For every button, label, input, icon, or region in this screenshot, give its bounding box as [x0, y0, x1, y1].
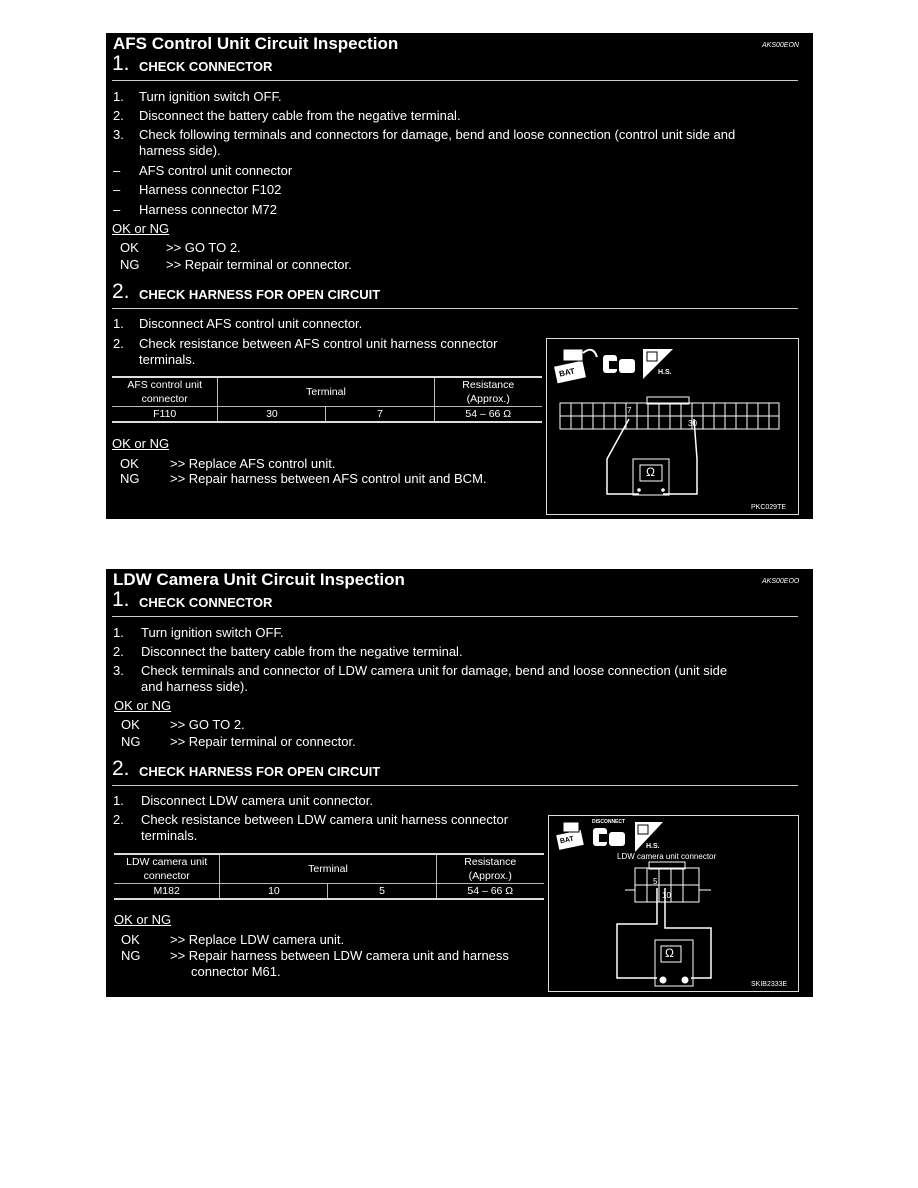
- cell-resistance: 54 – 66 Ω: [434, 407, 542, 423]
- resistance-table: [112, 376, 542, 423]
- step-title: CHECK HARNESS FOR OPEN CIRCUIT: [139, 287, 381, 302]
- resistance-table: [114, 853, 544, 900]
- list-bullet: –: [113, 182, 121, 197]
- section-title: AFS Control Unit Circuit Inspection: [113, 34, 399, 53]
- battery-icon: [553, 349, 597, 384]
- step-title: CHECK CONNECTOR: [139, 59, 273, 74]
- list-item: Harness connector F102: [139, 182, 282, 197]
- ok-label: OK: [121, 932, 140, 947]
- table-row: [114, 884, 544, 900]
- list-bullet: –: [113, 163, 121, 178]
- cell-connector: M182: [114, 884, 220, 900]
- list-item-number: 2.: [113, 644, 124, 659]
- list-item-number: 1.: [113, 316, 124, 331]
- list-item-number: 3.: [113, 127, 124, 142]
- step-number: 2.: [112, 757, 130, 780]
- ng-action: >> Repair terminal or connector.: [166, 257, 352, 272]
- ohm-symbol: Ω: [646, 465, 655, 479]
- step-number: 2.: [112, 280, 130, 303]
- list-bullet: –: [113, 202, 121, 217]
- list-item-number: 2.: [113, 108, 124, 123]
- ohm-symbol: Ω: [665, 946, 674, 960]
- battery-label: BAT: [559, 835, 575, 846]
- cell-resistance: 54 – 66 Ω: [436, 884, 544, 900]
- ng-action: >> Repair harness between AFS control unit and BCM.: [170, 471, 487, 486]
- list-item-continuation: terminals.: [139, 352, 196, 367]
- divider: [112, 80, 798, 81]
- list-item: Disconnect the battery cable from the negative terminal.: [141, 644, 463, 659]
- header-terminal: Terminal: [218, 377, 434, 407]
- cell-connector: F110: [112, 407, 218, 423]
- connector-diagram: [546, 338, 799, 515]
- list-item-number: 2.: [113, 812, 124, 827]
- ok-label: OK: [121, 717, 140, 732]
- ok-action: >> Replace AFS control unit.: [170, 456, 336, 471]
- ng-label: NG: [120, 257, 140, 272]
- header-connector: AFS control unit connector: [112, 377, 218, 407]
- step-title: CHECK CONNECTOR: [139, 595, 273, 610]
- ng-action: >> Repair terminal or connector.: [170, 734, 356, 749]
- ok-action: >> Replace LDW camera unit.: [170, 932, 345, 947]
- ok-label: OK: [120, 240, 139, 255]
- disconnect-icon: [603, 355, 635, 373]
- divider: [112, 616, 798, 617]
- diagram-drawing: [549, 816, 798, 991]
- ok-ng-heading: OK or NG: [114, 698, 172, 713]
- divider: [112, 785, 798, 786]
- harness-side-label: H.S.: [646, 843, 660, 850]
- list-item: Check resistance between LDW camera unit harness connector: [141, 812, 509, 827]
- ok-ng-heading: OK or NG: [112, 221, 170, 236]
- connector-diagram: [548, 815, 799, 992]
- divider: [112, 308, 798, 309]
- harness-side-label: H.S.: [658, 369, 672, 376]
- afs-inspection-panel: [106, 33, 813, 519]
- pin-label: 7: [627, 406, 632, 415]
- list-item-number: 1.: [113, 89, 124, 104]
- pin-label: 30: [688, 419, 697, 428]
- header-resistance: Resistance (Approx.): [434, 377, 542, 407]
- list-item: Turn ignition switch OFF.: [139, 89, 282, 104]
- probe-leads: [607, 419, 697, 494]
- ldw-inspection-panel: [106, 569, 813, 997]
- diagram-drawing: [547, 339, 798, 514]
- list-item: Turn ignition switch OFF.: [141, 625, 284, 640]
- header-connector: LDW camera unit connector: [114, 854, 220, 884]
- table-row: [112, 407, 542, 423]
- list-item: Disconnect AFS control unit connector.: [139, 316, 363, 331]
- figure-code: SKIB2333E: [751, 981, 788, 988]
- reference-code: AKS00EON: [762, 42, 799, 49]
- ok-ng-heading: OK or NG: [114, 912, 172, 927]
- list-item-number: 3.: [113, 663, 124, 678]
- ok-label: OK: [120, 456, 139, 471]
- list-item-continuation: and harness side).: [141, 679, 248, 694]
- list-item-number: 1.: [113, 625, 124, 640]
- ok-action: >> GO TO 2.: [166, 240, 241, 255]
- list-item: Check terminals and connector of LDW camera unit for damage, bend and loose connection (unit side: [141, 663, 728, 678]
- ng-label: NG: [121, 734, 141, 749]
- step-number: 1.: [112, 588, 130, 611]
- header-terminal: Terminal: [220, 854, 436, 884]
- connector-outline: [560, 397, 779, 429]
- battery-label: BAT: [558, 366, 576, 379]
- step-title: CHECK HARNESS FOR OPEN CIRCUIT: [139, 764, 381, 779]
- list-item-continuation: harness side).: [139, 143, 221, 158]
- step-number: 1.: [112, 52, 130, 75]
- ng-action-continuation: connector M61.: [191, 964, 281, 979]
- cell-terminal-b: 7: [326, 407, 434, 423]
- table-header-row: [112, 377, 542, 407]
- cell-terminal-a: 10: [220, 884, 328, 900]
- disconnect-icon: [593, 828, 625, 846]
- section-title: LDW Camera Unit Circuit Inspection: [113, 570, 405, 589]
- connector-label: LDW camera unit connector: [617, 852, 717, 861]
- ohmmeter-icon: [655, 940, 693, 986]
- list-item: Harness connector M72: [139, 202, 278, 217]
- list-item-number: 2.: [113, 336, 124, 351]
- list-item: Disconnect LDW camera unit connector.: [141, 793, 373, 808]
- figure-code: PKC029TE: [751, 504, 787, 511]
- list-item-number: 1.: [113, 793, 124, 808]
- pin-label: 10: [662, 891, 671, 900]
- ng-label: NG: [121, 948, 141, 963]
- list-item: Check following terminals and connectors for damage, bend and loose connection (control unit side and: [139, 127, 736, 142]
- list-item: Disconnect the battery cable from the negative terminal.: [139, 108, 461, 123]
- ng-action: >> Repair harness between LDW camera unit and harness: [170, 948, 509, 963]
- pin-label: 5: [653, 877, 658, 886]
- cell-terminal-a: 30: [218, 407, 326, 423]
- table-header-row: [114, 854, 544, 884]
- list-item: Check resistance between AFS control unit harness connector: [139, 336, 498, 351]
- list-item-continuation: terminals.: [141, 828, 198, 843]
- list-item: AFS control unit connector: [139, 163, 293, 178]
- ok-action: >> GO TO 2.: [170, 717, 245, 732]
- cell-terminal-b: 5: [328, 884, 436, 900]
- reference-code: AKS00EOO: [762, 578, 800, 585]
- disconnect-label: DISCONNECT: [592, 819, 626, 825]
- ng-label: NG: [120, 471, 140, 486]
- header-resistance: Resistance (Approx.): [436, 854, 544, 884]
- ok-ng-heading: OK or NG: [112, 436, 170, 451]
